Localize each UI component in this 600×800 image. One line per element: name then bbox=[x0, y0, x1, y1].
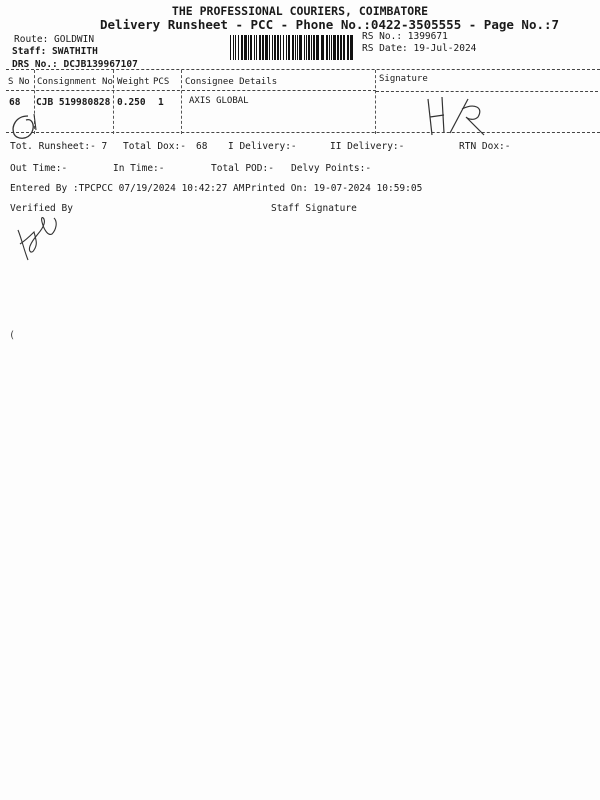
route-label: Route: GOLDWIN bbox=[14, 34, 95, 45]
row-pcs: 1 bbox=[158, 97, 164, 108]
handwritten-circle-mark bbox=[8, 112, 42, 142]
total-dox-label: Total Dox:- bbox=[123, 141, 186, 152]
i-delivery: I Delivery:- bbox=[228, 141, 297, 152]
col-divider bbox=[375, 70, 376, 134]
col-divider bbox=[181, 70, 182, 134]
table-bottom-rule bbox=[6, 132, 600, 133]
total-dox-value: 68 bbox=[196, 141, 208, 152]
entered-by: Entered By :TPCPCC 07/19/2024 10:42:27 AM bbox=[10, 183, 245, 194]
rs-date: RS Date: 19-Jul-2024 bbox=[362, 43, 477, 54]
table-header-rule bbox=[6, 90, 376, 91]
staff-label: Staff: SWATHITH bbox=[12, 46, 98, 57]
in-time: In Time:- bbox=[113, 163, 165, 174]
signature-hr-mark bbox=[422, 95, 494, 139]
total-pod: Total POD:- bbox=[211, 163, 274, 174]
barcode-image bbox=[230, 35, 356, 60]
verified-by: Verified By bbox=[10, 203, 73, 214]
row-weight: 0.250 bbox=[117, 97, 146, 108]
header-signature: Signature bbox=[379, 74, 428, 84]
rtn-dox: RTN Dox:- bbox=[459, 141, 511, 152]
row-consignment-no: CJB 519980828 bbox=[36, 97, 111, 108]
header-consignee: Consignee Details bbox=[185, 77, 278, 87]
row-consignee: AXIS GLOBAL bbox=[189, 96, 249, 106]
header-pcs: PCS bbox=[153, 77, 170, 87]
rs-number: RS No.: 1399671 bbox=[362, 31, 448, 42]
ii-delivery: II Delivery:- bbox=[330, 141, 405, 152]
runsheet-title: Delivery Runsheet - PCC - Phone No.:0422-3505555 - Page No.:7 bbox=[100, 17, 560, 32]
tot-runsheet: Tot. Runsheet:- 7 bbox=[10, 141, 108, 152]
staff-signature: Staff Signature bbox=[271, 203, 357, 214]
table-header-rule-right bbox=[376, 91, 598, 92]
table-top-rule bbox=[6, 69, 600, 70]
out-time: Out Time:- bbox=[10, 163, 68, 174]
header-consignment: Consignment No bbox=[37, 77, 113, 87]
drs-number: DRS No.: DCJB139967107 bbox=[12, 59, 138, 70]
row-sno: 68 bbox=[9, 97, 21, 108]
header-weight: Weight bbox=[117, 77, 150, 87]
verifier-signature-scribble bbox=[14, 210, 66, 264]
company-name: THE PROFESSIONAL COURIERS, COIMBATORE bbox=[171, 4, 429, 18]
delvy-points: Delvy Points:- bbox=[291, 163, 372, 174]
printed-on: Printed On: 19-07-2024 10:59:05 bbox=[245, 183, 423, 194]
col-divider bbox=[113, 70, 114, 134]
stray-mark: ( bbox=[9, 330, 16, 341]
header-sno: S No bbox=[8, 77, 30, 87]
